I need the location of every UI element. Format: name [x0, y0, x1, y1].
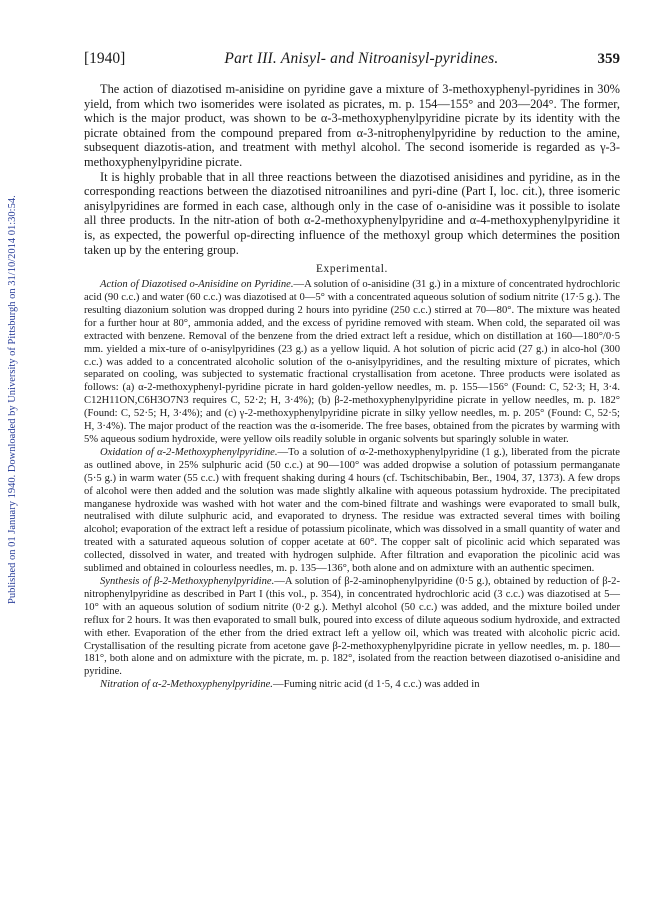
intro-paragraph-1: The action of diazotised m-anisidine on pyridine gave a mixture of 3-methoxyphenyl-pyridines in 30% yield, from which two isomerides were isolated as picrates, m. p. 154—155° and 203—204°. The former, which is the major product, was shown to be α-3-methoxyphenylpyridine picrate by its identity with the picrate obtained from the compound prepared from α-3-nitrophenylpyridine by reduction to the amine, subsequent diazotis-ation, and treatment with methyl alcohol. The second isomeride is regarded as γ-3-methoxyphenylpyridine picrate. — [84, 82, 620, 169]
paragraph-body: —To a solution of α-2-methoxyphenylpyridine (1 g.), liberated from the picrate as outlined above, in 25% sulphuric acid (50 c.c.) at 90—100° was added dropwise a solution of potassium permanganate (5·5 g.) in warm water (55 c.c.) with frequent shaking during 4 hours (cf. Tschitschibabin, Ber., 1904, 37, 1373). A few drops of alcohol were then added and the solution was made slightly alkaline with aqueous potassium hydroxide. The precipitated manganese hydroxide was washed with hot water and the com-bined filtrate and washings were evaporated to small bulk, neutralised with dilute sulphuric acid, and evaporated to dryness. The residue was extracted several times with boiling alcohol; evaporation of the extract left a residue of potassium picolinate, which was dissolved in a small quantity of water and treated with a saturated aqueous solution of copper acetate at 60°. The copper salt of picolinic acid which separated was collected, dissolved in water, and treated with hydrogen sulphide. After filtration and evaporation the picolinic acid was sublimed and obtained in colourless needles, m. p. 135—136°, both alone and on admixture with an authentic specimen. — [84, 446, 620, 575]
experimental-paragraph-2 — [84, 447, 620, 576]
paragraph-body: —A solution of o-anisidine (31 g.) in a mixture of concentrated hydrochloric acid (90 c.c.) and water (60 c.c.) was diazotised at 0—5° with a concentrated aqueous solution of sodium nitrite (17·5 g.). The resulting diazonium solution was dropped during 2 hours into pyridine (250 c.c.) stirred at 70—80°. The mixture was heated for a further hour at 80°, ammonia added, and the excess of pyridine removed with steam. When cold, the separated oil was extracted with benzene. Removal of the benzene from the dried extract left a residue, which on distillation at 160—180°/0·5 mm. yielded a mix-ture of o-anisylpyridines (23 g.) as a yellow liquid. A hot solution of picric acid (27 g.) in alco-hol (300 c.c.) was added to a concentrated alcoholic solution of the o-anisylpyridines, and the resulting mixture of picrates, which separated on cooling, was subjected to systematic fractional crystallisation from acetone. Three products were isolated as follows: (a) α-2-methoxyphenyl-pyridine picrate in hard golden-yellow needles, m. p. 155—156° (Found: C, 52·3; H, 3·4. C12H11ON,C6H3O7N3 requires C, 52·2; H, 3·4%); (b) β-2-methoxyphenylpyridine picrate in yellow needles, m. p. 182° (Found: C, 52·5; H, 3·4%); and (c) γ-2-methoxyphenylpyridine picrate in silky yellow needles, m. p. 205° (Found: C, 52·5; H, 3·4%). The major product of the reaction was the α-isomeride. The free bases, obtained from the picrates by warming with 5% aqueous sodium hydroxide, were yellow oils readily soluble in organic solvents but sparingly soluble in water. — [84, 279, 620, 445]
introduction — [84, 82, 620, 257]
paper-page — [84, 50, 620, 692]
paragraph-heading: Action of Diazotised o-Anisidine on Pyridine. — [100, 279, 294, 291]
experimental-paragraph-4 — [84, 679, 620, 692]
running-header — [84, 50, 620, 72]
paragraph-body: —Fuming nitric acid (d 1·5, 4 c.c.) was added in — [272, 679, 480, 691]
experimental-paragraph-1 — [84, 279, 620, 447]
page-number: 359 — [597, 51, 620, 67]
experimental-section — [84, 279, 620, 692]
header-year: [1940] — [84, 50, 126, 67]
intro-paragraph-2: It is highly probable that in all three reactions between the diazotised anisidines and pyridine, as in the corresponding reactions between the diazotised nitroanilines and pyri-dine (Part I, loc. cit.), three isomeric anisylpyridines are formed in each case, although only in the case of o-anisidine was it possible to isolate all three products. In the nitr-ation of both α-2-methoxyphenylpyridine and α-4-methoxyphenylpyridine it is, as expected, the powerful op-directing influence of the methoxyl group which determines the position taken up by the entering group. — [84, 169, 620, 257]
download-notice-sidebar: Published on 01 January 1940. Downloaded by University of Pittsburgh on 31/10/2014 01:30:54. — [7, 195, 18, 605]
experimental-paragraph-3 — [84, 576, 620, 679]
paragraph-body: —A solution of β-2-aminophenylpyridine (0·5 g.), obtained by reduction of β-2-nitrophenylpyridine as described in Part I (this vol., p. 354), in concentrated hydrochloric acid (3 c.c.) was diazotised at 5—10° with an aqueous solution of sodium nitrite (0·2 g.). Methyl alcohol (50 c.c.) was added, and the mixture boiled under reflux for 2 hours. It was then evaporated to small bulk, poured into excess of dilute aqueous sodium hydroxide, and extracted with ether. Evaporation of the ether from the dried extract left a yellow oil, which was treated with alcoholic picric acid. Crystallisation of the resulting picrate from acetone gave β-2-methoxyphenylpyridine picrate in yellow needles, m. p. 180—181°, both alone and on admixture with the picrate, m. p. 182°, isolated from the reaction between diazotised o-anisidine and pyridine. — [84, 575, 620, 678]
paragraph-heading: Synthesis of β-2-Methoxyphenylpyridine. — [100, 575, 275, 587]
running-title: Part III. Anisyl- and Nitroanisyl-pyridines. — [224, 50, 499, 67]
paragraph-heading: Nitration of α-2-Methoxyphenylpyridine. — [100, 679, 273, 691]
section-heading-experimental: Experimental. — [315, 263, 388, 276]
paragraph-heading: Oxidation of α-2-Methoxyphenylpyridine. — [100, 446, 278, 458]
